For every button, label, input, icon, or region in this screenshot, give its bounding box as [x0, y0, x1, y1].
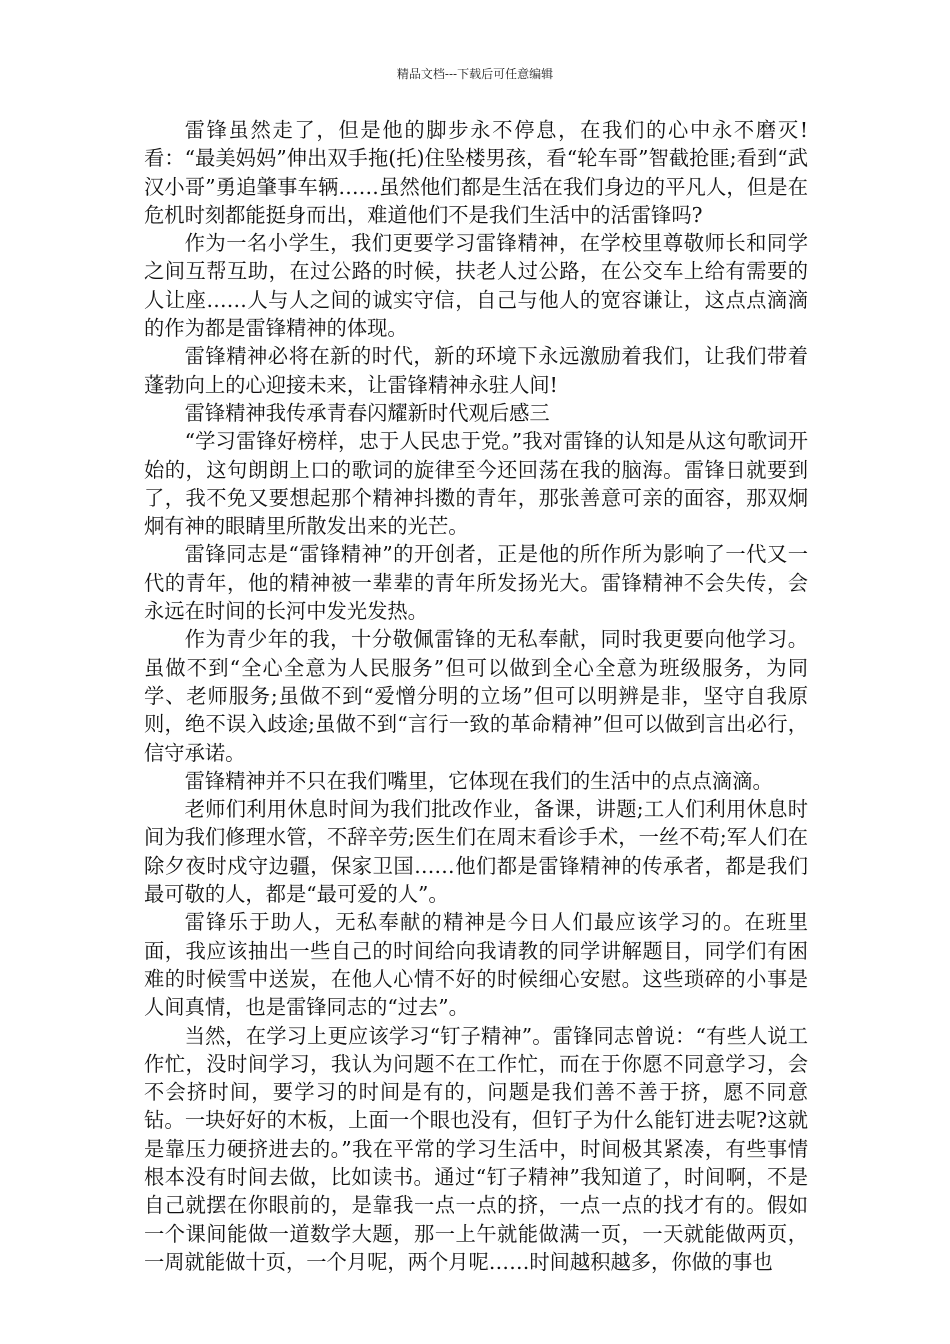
section-heading: 雷锋精神我传承青春闪耀新时代观后感三 [184, 400, 550, 425]
paragraph-3: 雷锋精神必将在新的时代，新的环境下永远激励着我们，让我们带着蓬勃向上的心迎接未来，让雷锋精神永驻人间! [144, 344, 808, 397]
paragraph-4: “学习雷锋好榜样，忠于人民忠于党。”我对雷锋的认知是从这句歌词开始的，这句朗朗上口的歌词的旋律至今还回荡在我的脑海。雷锋日就要到了，我不免又要想起那个精神抖擞的青年，那张善意可亲的面容，那双炯炯有神的眼睛里所散发出来的光芒。 [144, 429, 808, 539]
paragraph-6: 作为青少年的我，十分敬佩雷锋的无私奉献，同时我更要向他学习。虽做不到“全心全意为人民服务”但可以做到全心全意为班级服务，为同学、老师服务;虽做不到“爱憎分明的立场”但可以明辨是非，坚守自我原则，绝不误入歧途;虽做不到“言行一致的革命精神”但可以做到言出必行，信守承诺。 [144, 627, 808, 765]
paragraph-2: 作为一名小学生，我们更要学习雷锋精神，在学校里尊敬师长和同学之间互帮互助，在过公路的时候，扶老人过公路，在公交车上给有需要的人让座……人与人之间的诚实守信，自己与他人的宽容谦让，这点点滴滴的作为都是雷锋精神的体现。 [144, 231, 808, 341]
page-header: 精品文档---下载后可任意编辑 [396, 67, 554, 81]
document-body [144, 116, 808, 1276]
paragraph-5: 雷锋同志是“雷锋精神”的开创者，正是他的所作所为影响了一代又一代的青年，他的精神被一辈辈的青年所发扬光大。雷锋精神不会失传，会永远在时间的长河中发光发热。 [144, 542, 808, 624]
paragraph-7: 雷锋精神并不只在我们嘴里，它体现在我们的生活中的点点滴滴。 [184, 768, 773, 793]
paragraph-9: 雷锋乐于助人，无私奉献的精神是今日人们最应该学习的。在班里面，我应该抽出一些自己的时间给向我请教的同学讲解题目，同学们有困难的时候雪中送炭，在他人心情不好的时候细心安慰。这些琐碎的小事是人间真情，也是雷锋同志的“过去”。 [144, 910, 808, 1020]
paragraph-1: 雷锋虽然走了，但是他的脚步永不停息，在我们的心中永不磨灭!看：“最美妈妈”伸出双手拖(托)住坠楼男孩，看“轮车哥”智截抢匪;看到“武汉小哥”勇追肇事车辆……虽然他们都是生活在我们身边的平凡人，但是在危机时刻都能挺身而出，难道他们不是我们生活中的活雷锋吗? [144, 118, 808, 227]
paragraph-10: 当然，在学习上更应该学习“钉子精神”。雷锋同志曾说：“有些人说工作忙，没时间学习，我认为问题不在工作忙，而在于你愿不同意学习，会不会挤时间，要学习的时间是有的，问题是我们善不善于挤，愿不同意钻。一块好好的木板，上面一个眼也没有，但钉子为什么能钉进去呢?这就是靠压力硬挤进去的。”我在平常的学习生活中，时间极其紧凑，有些事情根本没有时间去做，比如读书。通过“钉子精神”我知道了，时间啊，不是自己就摆在你眼前的，是靠我一点一点的挤，一点一点的找才有的。假如一个课间能做一道数学大题，那一上午就能做满一页，一天就能做两页，一周就能做十页，一个月呢，两个月呢……时间越积越多，你做的事也 [144, 1023, 808, 1274]
paragraph-8: 老师们利用休息时间为我们批改作业，备课，讲题;工人们利用休息时间为我们修理水管，不辞辛劳;医生们在周末看诊手术，一丝不苟;军人们在除夕夜时戍守边疆，保家卫国……他们都是雷锋精神的传承者，都是我们最可敬的人，都是“最可爱的人”。 [144, 797, 808, 907]
